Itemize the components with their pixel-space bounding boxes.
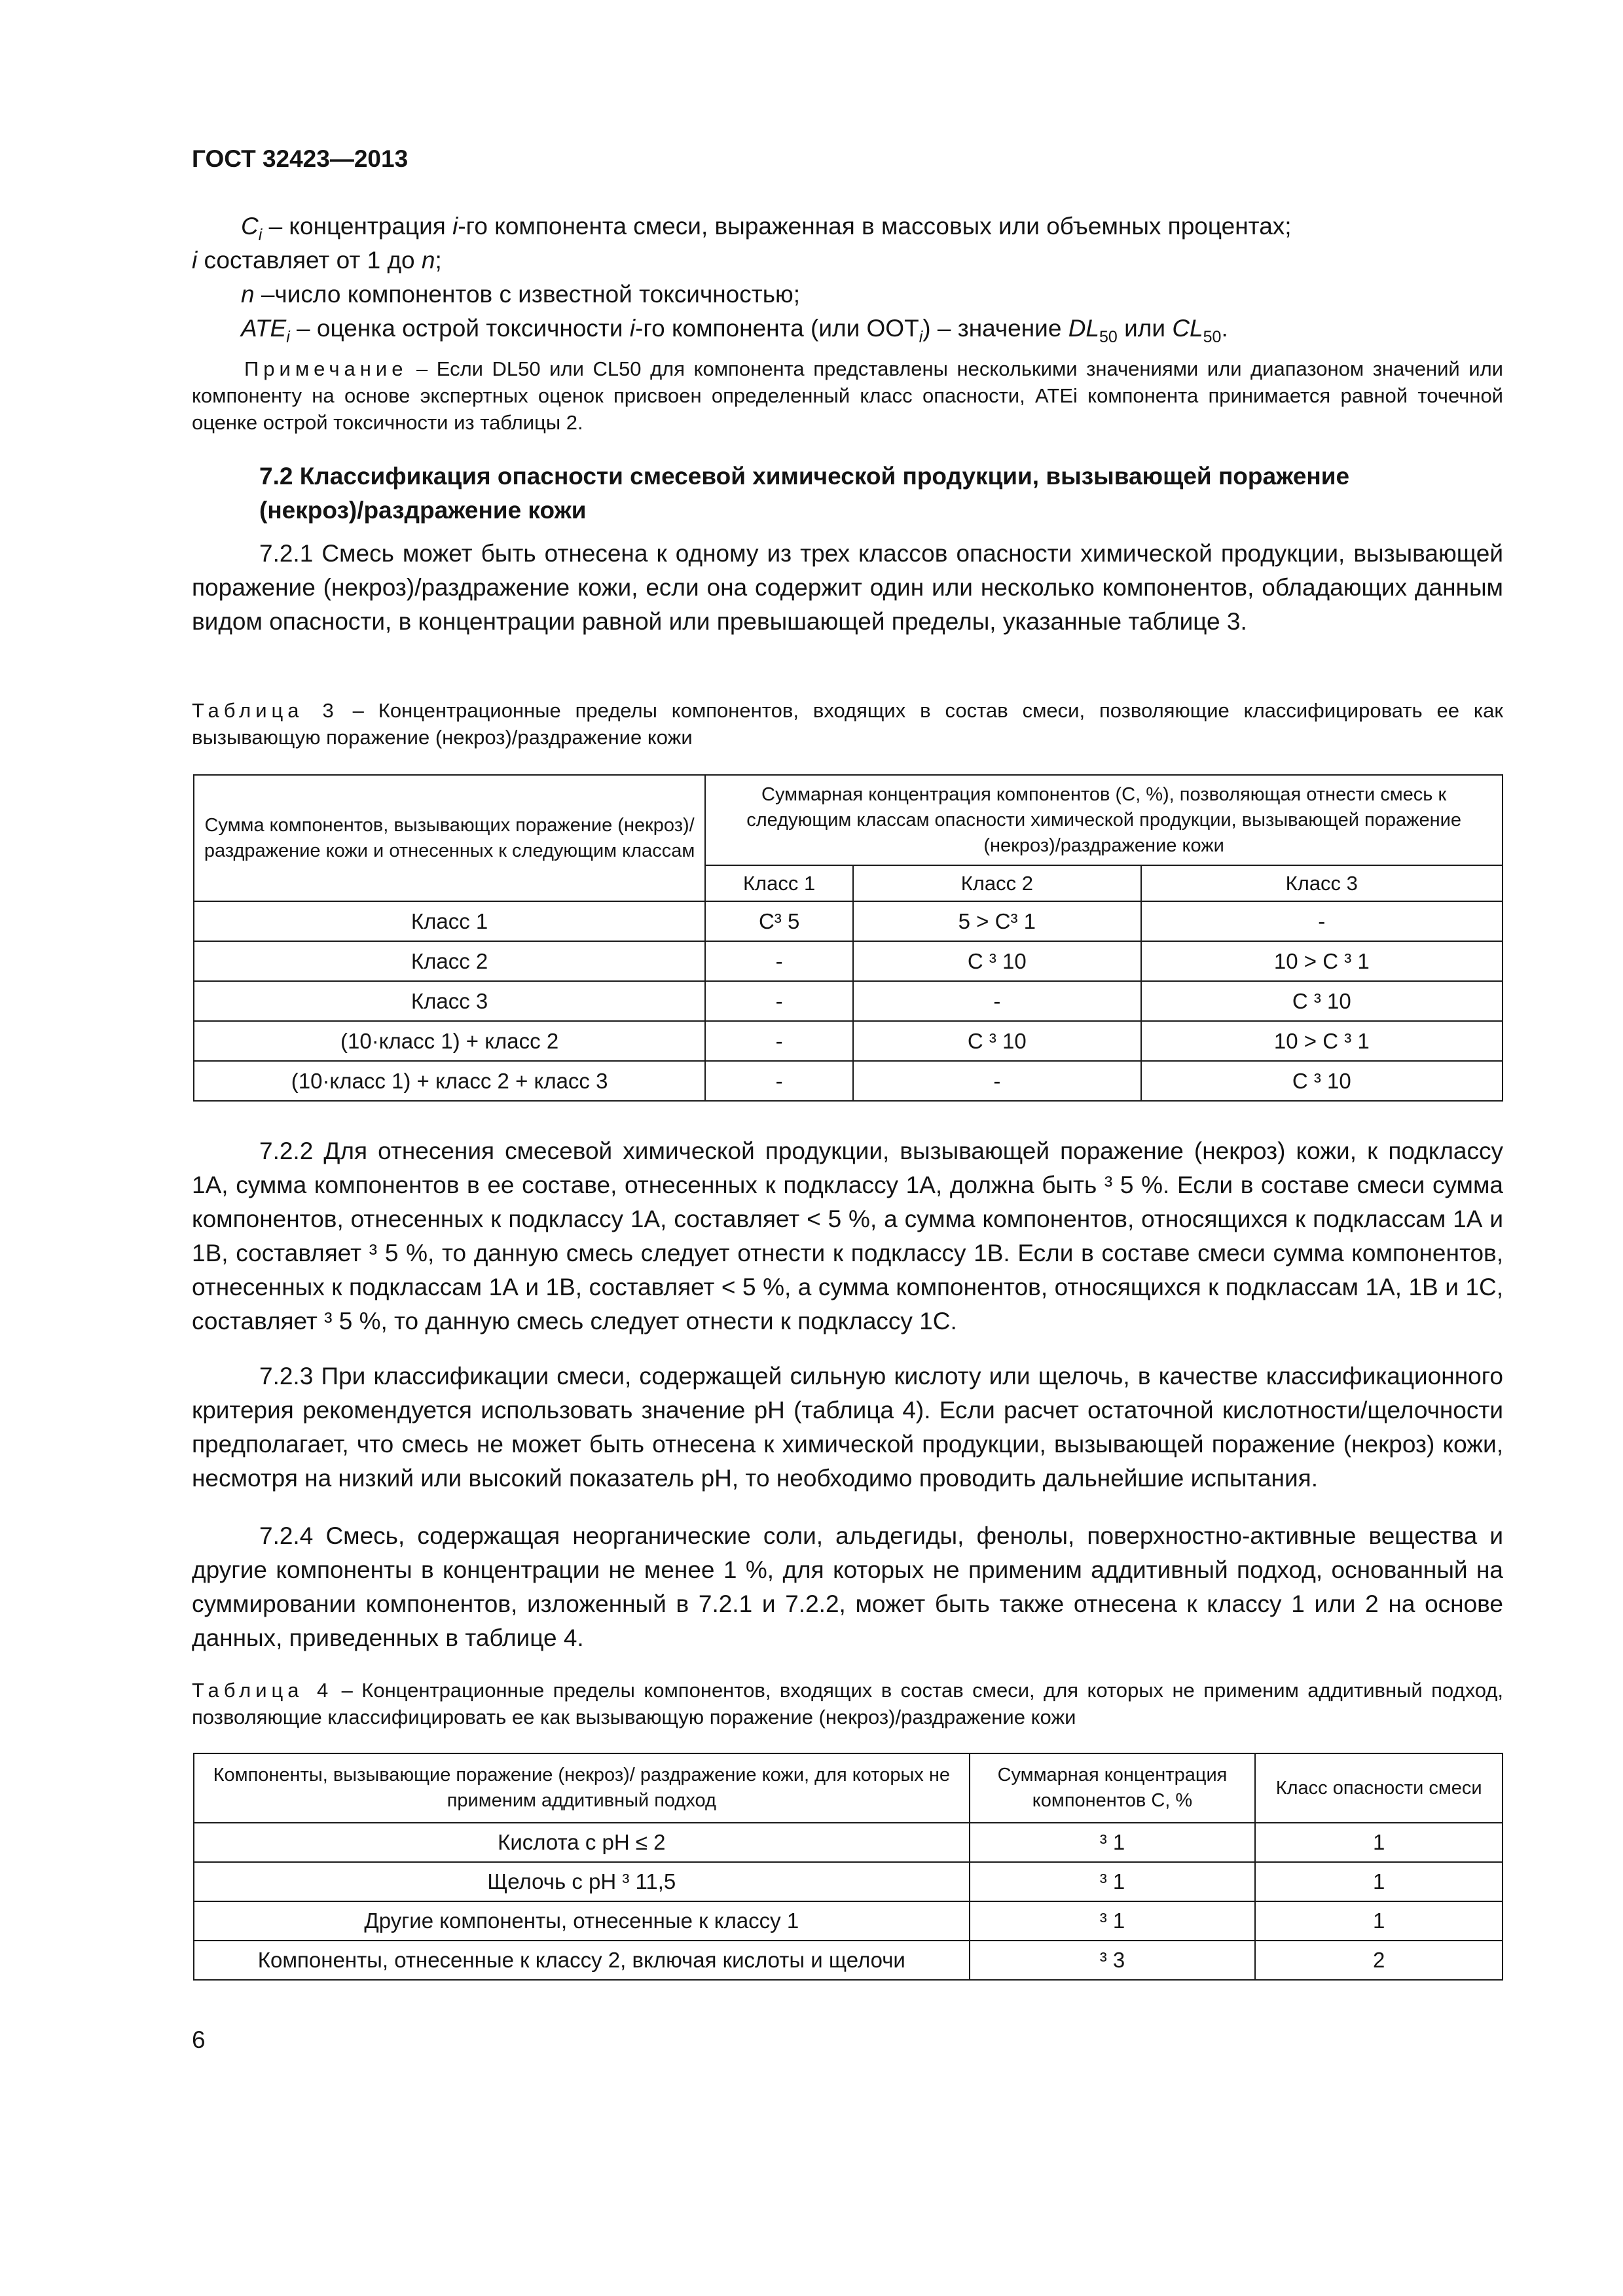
table3-head-class2: Класс 2	[853, 865, 1141, 901]
table-cell: 10 > С ³ 1	[1141, 941, 1503, 981]
table4-caption: Таблица 4 – Концентрационные пределы компонентов, входящих в состав смеси, для которых не применим аддитивный подход, позволяющие классифицировать ее как вызывающую поражение (некроз)/раздражение кожи	[192, 1679, 1503, 1729]
page-number: 6	[192, 2026, 206, 2053]
definition-ci: $C_i$ – концентрация i-го компонента смеси, выраженная в массовых или объемных процентах;	[241, 213, 1292, 244]
table-row	[194, 941, 1503, 981]
table-cell: -	[853, 1061, 1141, 1101]
table4-head-components: Компоненты, вызывающие поражение (некроз)/ раздражение кожи, для которых не применим аддитивный подход	[194, 1753, 970, 1823]
table-row	[194, 1061, 1503, 1101]
table-cell: 1	[1255, 1901, 1503, 1941]
table-cell: Класс 3	[194, 981, 705, 1021]
table-cell: Другие компоненты, отнесенные к классу 1	[194, 1901, 970, 1941]
table4-head-concentration: Суммарная концентрация компонентов С, %	[970, 1753, 1256, 1823]
section-title: 7.2 Классификация опасности смесевой химической продукции, вызывающей поражение (некроз)/раздражение кожи	[259, 463, 1350, 524]
table-cell: -	[1141, 901, 1503, 941]
document-header: ГОСТ 32423—2013	[192, 145, 409, 172]
table3	[193, 774, 1503, 1102]
table-cell: ³ 1	[970, 1901, 1256, 1941]
table-cell: С ³ 10	[1141, 1061, 1503, 1101]
table-cell: ³ 3	[970, 1941, 1256, 1980]
table-cell: -	[705, 941, 853, 981]
paragraph-7-2-1: 7.2.1 Смесь может быть отнесена к одному из трех классов опасности химической продукции, вызывающей поражение (некроз)/раздражение кожи, если она содержит один или несколько компонентов, обладающих данным видом опасности, в концентрации равной или превышающей пределы, указанные таблице 3.	[192, 540, 1503, 635]
table-cell: -	[705, 1061, 853, 1101]
definition-ate: $ATE_i$ – оценка острой токсичности i-го компонента (или $ООТ_i$) – значение $DL_{50}$ или $CL_{50}$.	[241, 315, 1228, 346]
table-cell: 1	[1255, 1823, 1503, 1862]
table-cell: -	[705, 981, 853, 1021]
table-cell: 2	[1255, 1941, 1503, 1980]
table-cell: Щелочь с рН ³ 11,5	[194, 1862, 970, 1901]
table3-head-class3: Класс 3	[1141, 865, 1503, 901]
table3-head-concentration: Суммарная концентрация компонентов (С, %), позволяющая отнести смесь к следующим классам опасности химической продукции, вызывающей поражение (некроз)/раздражение кожи	[705, 775, 1503, 865]
table-cell: -	[853, 981, 1141, 1021]
table-cell: ³ 1	[970, 1862, 1256, 1901]
table4-head-hazard-class: Класс опасности смеси	[1255, 1753, 1503, 1823]
table-row	[194, 1901, 1503, 1941]
table-cell: С ³ 10	[1141, 981, 1503, 1021]
table4	[193, 1753, 1503, 1981]
table-cell: 1	[1255, 1862, 1503, 1901]
paragraph-7-2-2: 7.2.2 Для отнесения смесевой химической продукции, вызывающей поражение (некроз) кожи, к подклассу 1А, сумма компонентов в ее составе, отнесенных к подклассу 1А, должна быть ³ 5 %. Если в составе смеси сумма компонентов, отнесенных к подклассу 1А, составляет < 5 %, а сумма компонентов, относящихся к подклассам 1А и 1В, составляет ³ 5 %, то данную смесь следует отнести к подклассу 1В. Если в составе смеси сумма компонентов, отнесенных к подклассам 1А и 1В, составляет < 5 %, а сумма компонентов, относящихся к подклассам 1А, 1В и 1С, составляет ³ 5 %, то данную смесь следует отнести к подклассу 1С.	[192, 1138, 1503, 1335]
table-row	[194, 1823, 1503, 1862]
definition-n: n –число компонентов с известной токсичностью;	[241, 281, 801, 308]
table-cell: 10 > С ³ 1	[1141, 1021, 1503, 1061]
table-cell: С³ 5	[705, 901, 853, 941]
table3-head-components: Сумма компонентов, вызывающих поражение (некроз)/ раздражение кожи и отнесенных к следующим классам	[194, 775, 705, 901]
table-row	[194, 1862, 1503, 1901]
table-cell: (10·класс 1) + класс 2 + класс 3	[194, 1061, 705, 1101]
table-row	[194, 901, 1503, 941]
table-row	[194, 1021, 1503, 1061]
note: Примечание – Если DL50 или CL50 для компонента представлены несколькими значениями или диапазоном значений или компоненту на основе экспертных оценок присвоен определенный класс опасности, ATEi компонента принимается равной точечной оценке острой токсичности из таблицы 2.	[192, 357, 1503, 434]
table-cell: Кислота с рН ≤ 2	[194, 1823, 970, 1862]
table3-head-class1: Класс 1	[705, 865, 853, 901]
table-cell: Компоненты, отнесенные к классу 2, включая кислоты и щелочи	[194, 1941, 970, 1980]
table-cell: Класс 1	[194, 901, 705, 941]
table-cell: (10·класс 1) + класс 2	[194, 1021, 705, 1061]
table-row	[194, 981, 1503, 1021]
paragraph-7-2-4: 7.2.4 Смесь, содержащая неорганические соли, альдегиды, фенолы, поверхностно-активные вещества и другие компоненты в концентрации не менее 1 %, для которых не применим аддитивный подход, основанный на суммировании компонентов, изложенный в 7.2.1 и 7.2.2, может быть также отнесена к классу 1 или 2 на основе данных, приведенных в таблице 4.	[192, 1522, 1503, 1651]
table3-caption: Таблица 3 – Концентрационные пределы компонентов, входящих в состав смеси, позволяющие классифицировать ее как вызывающую поражение (некроз)/раздражение кожи	[192, 699, 1503, 749]
table-cell: С ³ 10	[853, 1021, 1141, 1061]
table-row	[194, 1941, 1503, 1980]
definition-i: i составляет от 1 до n;	[192, 247, 442, 274]
table-cell: -	[705, 1021, 853, 1061]
table-cell: С ³ 10	[853, 941, 1141, 981]
table-cell: 5 > С³ 1	[853, 901, 1141, 941]
paragraph-7-2-3: 7.2.3 При классификации смеси, содержащей сильную кислоту или щелочь, в качестве классификационного критерия рекомендуется использовать значение рН (таблица 4). Если расчет остаточной кислотности/щелочности предполагает, что смесь не может быть отнесена к химической продукции, вызывающей поражение (некроз) кожи, несмотря на низкий или высокий показатель рН, то необходимо проводить дальнейшие испытания.	[192, 1363, 1503, 1492]
table-cell: ³ 1	[970, 1823, 1256, 1862]
table-cell: Класс 2	[194, 941, 705, 981]
